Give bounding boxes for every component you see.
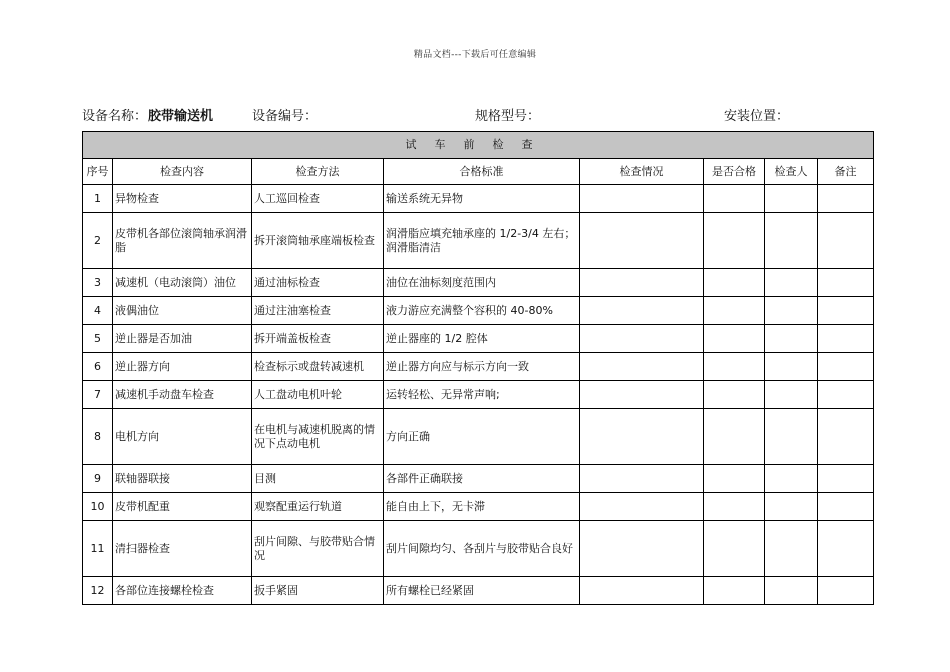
column-header-status: 检查情况 [580, 159, 704, 185]
table-row [83, 493, 874, 521]
row-content: 清扫器检查 [113, 521, 252, 577]
table-row [83, 297, 874, 325]
row-remarks-cell[interactable] [818, 325, 874, 353]
row-status-cell[interactable] [580, 381, 704, 409]
row-method: 人工巡回检查 [252, 185, 384, 213]
row-content: 电机方向 [113, 409, 252, 465]
row-seq: 6 [83, 353, 113, 381]
table-row [83, 409, 874, 465]
table-title: 试车前检查 [83, 132, 874, 159]
row-standard: 能自由上下，无卡滞 [384, 493, 580, 521]
row-inspector-cell[interactable] [765, 577, 818, 605]
row-qualified-cell[interactable] [704, 297, 765, 325]
row-status-cell[interactable] [580, 521, 704, 577]
equipment-name-label: 设备名称： [82, 109, 148, 124]
row-seq: 7 [83, 381, 113, 409]
equipment-model-label: 规格型号： [475, 109, 541, 124]
row-content: 异物检查 [113, 185, 252, 213]
row-standard: 刮片间隙均匀、各刮片与胶带贴合良好 [384, 521, 580, 577]
row-content: 减速机（电动滚筒）油位 [113, 269, 252, 297]
column-header-standard: 合格标准 [384, 159, 580, 185]
row-inspector-cell[interactable] [765, 185, 818, 213]
row-qualified-cell[interactable] [704, 521, 765, 577]
row-seq: 8 [83, 409, 113, 465]
row-status-cell[interactable] [580, 465, 704, 493]
row-content: 各部位连接螺栓检查 [113, 577, 252, 605]
row-standard: 各部件正确联接 [384, 465, 580, 493]
row-qualified-cell[interactable] [704, 577, 765, 605]
row-method: 拆开端盖板检查 [252, 325, 384, 353]
column-header-content: 检查内容 [113, 159, 252, 185]
row-standard: 油位在油标刻度范围内 [384, 269, 580, 297]
column-header-method: 检查方法 [252, 159, 384, 185]
row-remarks-cell[interactable] [818, 297, 874, 325]
row-status-cell[interactable] [580, 409, 704, 465]
row-status-cell[interactable] [580, 493, 704, 521]
row-remarks-cell[interactable] [818, 521, 874, 577]
column-header-seq: 序号 [83, 159, 113, 185]
row-status-cell[interactable] [580, 269, 704, 297]
row-seq: 9 [83, 465, 113, 493]
row-remarks-cell[interactable] [818, 465, 874, 493]
row-qualified-cell[interactable] [704, 353, 765, 381]
row-remarks-cell[interactable] [818, 409, 874, 465]
row-status-cell[interactable] [580, 297, 704, 325]
row-standard: 运转轻松、无异常声响; [384, 381, 580, 409]
row-remarks-cell[interactable] [818, 381, 874, 409]
row-inspector-cell[interactable] [765, 465, 818, 493]
column-header-qualified: 是否合格 [704, 159, 765, 185]
table-row [83, 521, 874, 577]
row-status-cell[interactable] [580, 325, 704, 353]
equipment-name-value: 胶带输送机 [148, 109, 214, 124]
equipment-header [82, 105, 872, 125]
watermark-text: 精品文档---下载后可任意编辑 [413, 50, 537, 60]
row-method: 检查标示或盘转减速机 [252, 353, 384, 381]
row-method: 刮片间隙、与胶带贴合情况 [252, 521, 384, 577]
row-inspector-cell[interactable] [765, 409, 818, 465]
row-method: 目测 [252, 465, 384, 493]
row-seq: 4 [83, 297, 113, 325]
row-status-cell[interactable] [580, 353, 704, 381]
row-standard: 输送系统无异物 [384, 185, 580, 213]
table-title-row [83, 132, 874, 159]
row-standard: 逆止器方向应与标示方向一致 [384, 353, 580, 381]
row-method: 通过注油塞检查 [252, 297, 384, 325]
row-inspector-cell[interactable] [765, 325, 818, 353]
row-standard: 液力游应充满整个容积的 40-80% [384, 297, 580, 325]
row-status-cell[interactable] [580, 213, 704, 269]
table-row [83, 269, 874, 297]
row-qualified-cell[interactable] [704, 381, 765, 409]
row-content: 皮带机配重 [113, 493, 252, 521]
row-inspector-cell[interactable] [765, 213, 818, 269]
row-standard: 方向正确 [384, 409, 580, 465]
column-header-remarks: 备注 [818, 159, 874, 185]
row-qualified-cell[interactable] [704, 269, 765, 297]
row-content: 减速机手动盘车检查 [113, 381, 252, 409]
install-location-label: 安装位置： [724, 109, 790, 124]
row-standard: 所有螺栓已经紧固 [384, 577, 580, 605]
table-header-row [83, 159, 874, 185]
row-seq: 2 [83, 213, 113, 269]
row-method: 通过油标检查 [252, 269, 384, 297]
row-seq: 10 [83, 493, 113, 521]
row-standard: 润滑脂应填充轴承座的 1/2-3/4 左右；润滑脂清洁 [384, 213, 580, 269]
row-inspector-cell[interactable] [765, 521, 818, 577]
row-seq: 11 [83, 521, 113, 577]
row-method: 人工盘动电机叶轮 [252, 381, 384, 409]
row-seq: 12 [83, 577, 113, 605]
row-remarks-cell[interactable] [818, 577, 874, 605]
row-method: 在电机与减速机脱离的情况下点动电机 [252, 409, 384, 465]
table-row [83, 353, 874, 381]
row-method: 观察配重运行轨道 [252, 493, 384, 521]
row-remarks-cell[interactable] [818, 353, 874, 381]
row-method: 扳手紧固 [252, 577, 384, 605]
table-row [83, 213, 874, 269]
row-inspector-cell[interactable] [765, 297, 818, 325]
row-content: 液偶油位 [113, 297, 252, 325]
row-content: 联轴器联接 [113, 465, 252, 493]
row-qualified-cell[interactable] [704, 409, 765, 465]
row-inspector-cell[interactable] [765, 353, 818, 381]
table-row [83, 465, 874, 493]
row-seq: 5 [83, 325, 113, 353]
row-status-cell[interactable] [580, 577, 704, 605]
row-seq: 1 [83, 185, 113, 213]
row-inspector-cell[interactable] [765, 381, 818, 409]
row-qualified-cell[interactable] [704, 185, 765, 213]
row-qualified-cell[interactable] [704, 493, 765, 521]
row-content: 皮带机各部位滚筒轴承润滑脂 [113, 213, 252, 269]
row-inspector-cell[interactable] [765, 493, 818, 521]
row-qualified-cell[interactable] [704, 213, 765, 269]
inspection-table [82, 131, 874, 605]
row-qualified-cell[interactable] [704, 465, 765, 493]
row-remarks-cell[interactable] [818, 185, 874, 213]
row-status-cell[interactable] [580, 185, 704, 213]
table-row [83, 577, 874, 605]
column-header-inspector: 检查人 [765, 159, 818, 185]
row-seq: 3 [83, 269, 113, 297]
row-content: 逆止器是否加油 [113, 325, 252, 353]
row-standard: 逆止器座的 1/2 腔体 [384, 325, 580, 353]
row-method: 拆开滚筒轴承座端板检查 [252, 213, 384, 269]
table-row [83, 185, 874, 213]
row-remarks-cell[interactable] [818, 493, 874, 521]
equipment-code-label: 设备编号： [252, 109, 318, 124]
row-remarks-cell[interactable] [818, 213, 874, 269]
row-remarks-cell[interactable] [818, 269, 874, 297]
row-content: 逆止器方向 [113, 353, 252, 381]
table-row [83, 381, 874, 409]
row-qualified-cell[interactable] [704, 325, 765, 353]
row-inspector-cell[interactable] [765, 269, 818, 297]
table-row [83, 325, 874, 353]
